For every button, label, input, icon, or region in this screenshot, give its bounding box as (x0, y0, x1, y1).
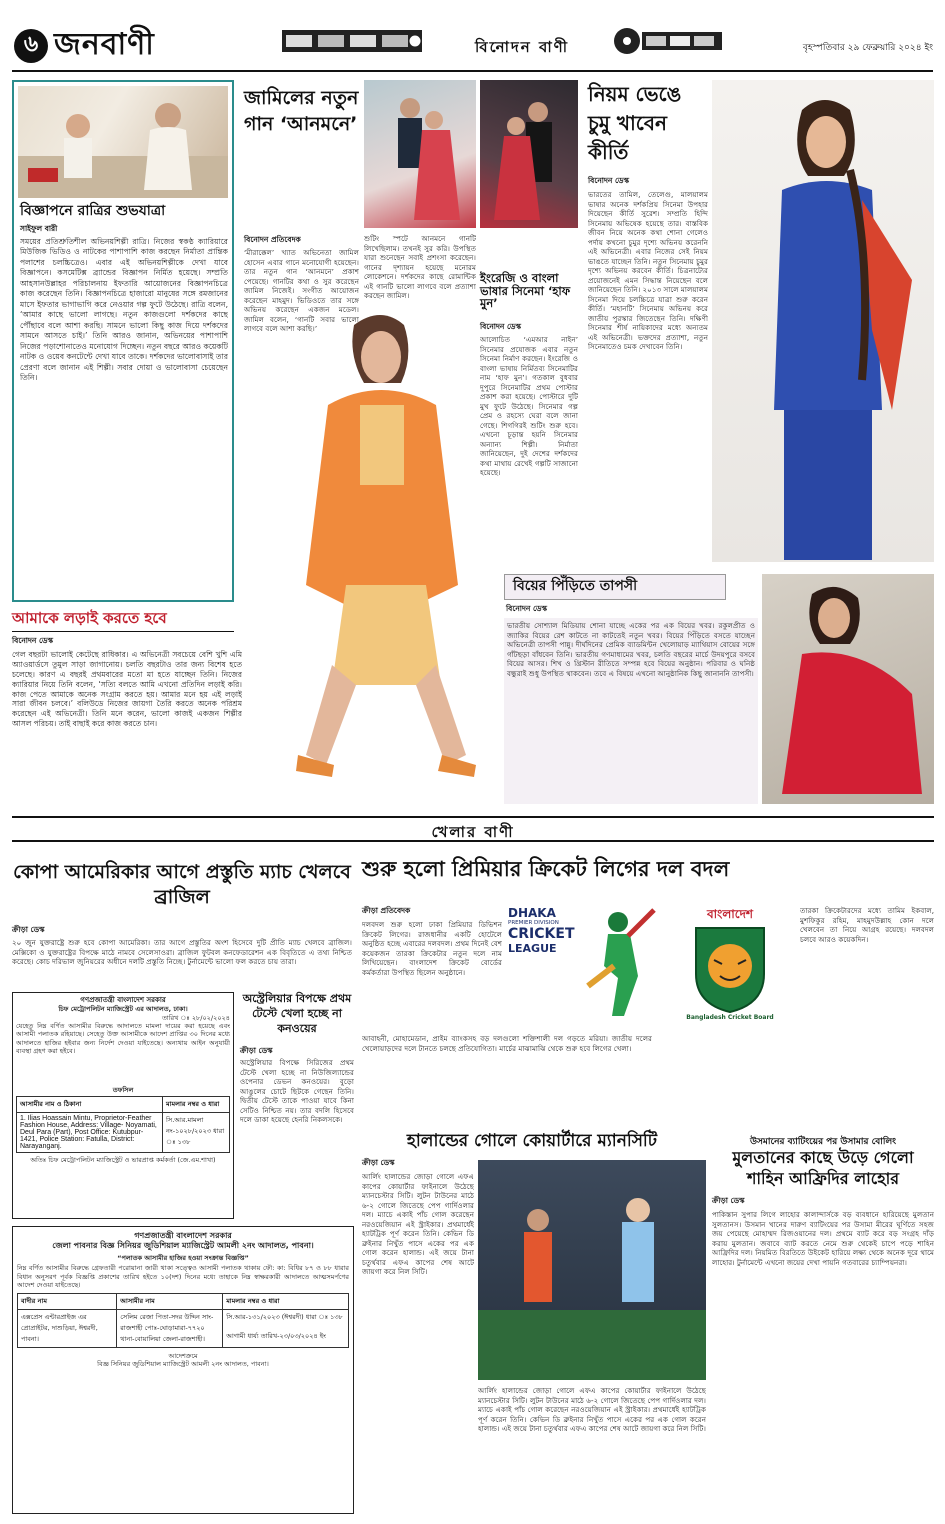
cricket-body-1: দলবদল শুরু হলো ঢাকা প্রিমিয়ার ডিভিশন ক্রিকেট লিগের। রাজধানীর একটি হোটেলে অনুষ্ঠিত হচ্ছে এবারের দলবদল। প্রথম দিনেই বেশ কয়েকজন তারকা ক্রিকেটার নতুন দলে নাম লিখিয়েছেন। বাংলাদেশ ক্রিকেট বোর্ডের কর্মকর্তারা উপস্থিত ছিলেন অনুষ্ঠানে। (362, 920, 502, 977)
sports-banner (12, 816, 934, 842)
ratri-body: সময়ের প্রতিশ্রুতিশীল অভিনয়শিল্পী রাত্রি। নিজের স্বকণ্ঠ ক্যারিয়ারে মিউজিক ভিডিও ও নাটকের পাশাপাশি কাজ করছেন নির্মাতা প্রান্তিক পলাশের চলচ্চিত্রেও। এবার এই অভিনয়শিল্পীকে দেখা যাবে বিজ্ঞাপনে। কসমেটিক্স ব্র্যান্ডের বিজ্ঞাপন নির্মিত হয়েছে। সম্প্রতি আহসানউল্লাহর পরিচালনায় ইফতারি আয়োজনের বিজ্ঞাপনচিত্রে কাজ করেছেন তিনি। বিজ্ঞাপনচিত্রে হাজারো মানুষের সঙ্গে রমজানের মাসে ইফতার ভাগাভাগি করে নেওয়ার গল্প ফুটে উঠেছে। রাত্রি বলেন, ‘আমার কাছে ভালো লাগছে। নতুন কাজগুলো দর্শকদের কাছে পৌঁছাবে বলে আশা করছি। সামনে ভালো কিছু কাজ দিয়ে দর্শকদের সামনে আসতে চাই।’ তিনি আরও জানান, অভিনয়ের পাশাপাশি নিজের পড়াশোনাতেও মনোযোগ দিচ্ছেন। নতুন বছরে আরও কয়েকটি নাটক ও ওয়েব কনটেন্টে দেখা যাবে তাকে। দর্শকদের ভালোবাসাই তার প্রেরণা বলে জানান এই শিল্পী। সবার দোয়া ও ভালোবাসা চেয়েছেন তিনি। (20, 237, 228, 383)
story-taapsee (504, 574, 934, 804)
model-photo (236, 285, 488, 805)
bcb-logo-top: বাংলাদেশ (707, 907, 753, 921)
halfmoon-headline: ইংরেজি ও বাংলা ভাষার সিনেমা ‘হাফ মুন’ (480, 271, 571, 311)
notice2-col3: মামলার নম্বর ও ধারা (223, 1293, 349, 1309)
notice-2 (12, 1226, 354, 1514)
mancity-byline: ক্রীড়া ডেস্ক (362, 1158, 395, 1167)
australia-body: অস্ট্রেলিয়ার বিপক্ষে সিরিজের প্রথম টেস্টে খেলা হচ্ছে না নিউজিল্যান্ডের ওপেনার ডেভন কনওয়ের। বুড়ো আঙুলের চোটে ছিটকে গেছেন তিনি। দ্বিতীয় টেস্টে তাকে পাওয়া যাবে কিনা সেটিও নিশ্চিত নয়। তার বদলি হিসেবে দলে ডাকা হয়েছে হেনরি নিকলসকে। (240, 1058, 354, 1124)
multan-byline: ক্রীড়া ডেস্ক (712, 1196, 745, 1205)
multan-subhead: উসমানের ব্যাটিংয়ের পর উসামার বোলিং (749, 1137, 897, 1147)
film-reel-icon (612, 26, 722, 56)
kirti-headline: নিয়ম ভেঙে চুমু খাবেন কীর্তি (588, 82, 682, 164)
radhika-rule (12, 631, 234, 632)
notice2-col2: আসামীর নাম (117, 1293, 223, 1309)
notice1-case: সি.আর.মামলা নং-১০২৮/২০২৩ ধারা ঃ ১৩৮ (163, 1113, 230, 1153)
mancity-body-2: আর্লিং হালান্ডের জোড়া গোলে এফএ কাপের কোয়ার্টার ফাইনালে উঠেছে ম্যানচেস্টার সিটি। লুটন টাউনের মাঠে ৬-২ গোলে জিতেছে পেপ গার্দিওলার দল। ম্যাচে একাই পাঁচ গোল করেছেন নরওয়েজিয়ান এই স্ট্রাইকার। প্রথমার্ধেই হ্যাটট্রিক পূর্ণ করেন তিনি। কেভিন ডি ব্রুইনার নিখুঁত পাসে একের পর এক গোল করেন হালান্ড। এই জয়ে টানা চতুর্থবার এফএ কাপের শেষ আটে জায়গা করে নিল সিটি। (478, 1386, 706, 1433)
dpl-logo-l2: PREMIER DIVISION (508, 920, 559, 926)
cricket-body-3: তারকা ক্রিকেটারদের মধ্যে তামিম ইকবাল, মুশফিকুর রহিম, মাহমুদউল্লাহ কোন দলে খেলবেন তা নিয়ে আগ্রহ রয়েছে। দলবদল চলবে আরও কয়েকদিন। (800, 906, 934, 944)
kirti-photo (712, 80, 934, 562)
taapsee-headline-box (504, 574, 726, 600)
jamil-photo-2 (480, 80, 578, 228)
taapsee-body: ভারতীয় সোশ্যাল মিডিয়ায় শোনা যাচ্ছে একের পর এক বিয়ের খবর। রকুলপ্রীত ও জ্যাকির বিয়ের রেশ কাটতে না কাটতেই নতুন খবর। বিয়ের পিঁড়িতে বসতে যাচ্ছেন অভিনেত্রী তাপসী পান্নু। দীর্ঘদিনের প্রেমিক ব্যাডমিন্টন খেলোয়াড় ম্যাথিয়াস বোয়ের সঙ্গে গাঁটছড়া বাঁধবেন তিনি। ভারতীয় গণমাধ্যমের খবর, চলতি বছরের মার্চে উদয়পুরে বসবে বিয়ের আসর। শিখ ও খ্রিস্টান রীতিতে সম্পন্ন হবে বিয়ের অনুষ্ঠান। পরিবার ও ঘনিষ্ঠ বন্ধুরাই শুধু উপস্থিত থাকবেন। তবে এ বিষয়ে এখনো আনুষ্ঠানিক কিছু জানাননি তাপসী। (504, 618, 758, 804)
notice1-col2: মামলার নম্বর ও ধারা (163, 1097, 230, 1113)
halfmoon-byline: বিনোদন ডেস্ক (480, 322, 521, 331)
notice2-case-cell (223, 1309, 349, 1347)
issue-date: বৃহস্পতিবার ২৯ ফেব্রুয়ারি ২০২৪ ইং (802, 43, 933, 53)
jamil-body-2: শুটিং স্পটে আনমনে গানটি লিখেছিলাম। তখনই সুর করি। উপস্থিত যারা শুনেছেন সবাই প্রশংসা করেছেন। গানের দৃশ্যায়ন হয়েছে মনোরম লোকেশনে। দর্শকদের কাছে রোমান্টিক এই গানটি ভালো লাগবে বলে প্রত্যাশা করছেন জামিল। (364, 234, 476, 300)
notice1-schedule: তফসিল (112, 1085, 134, 1094)
cricket-byline: ক্রীড়া প্রতিবেদক (362, 906, 411, 915)
notice1-footer: অতিঃ চিফ মেট্রোপলিটন ম্যাজিস্ট্রেট ও ভারপ্রাপ্ত কর্মকর্তা (জে.এম.শাখা) (30, 1156, 216, 1165)
notice2-footer: আদেশক্রমে (168, 1351, 198, 1360)
multan-body: পাকিস্তান সুপার লিগে লাহোর কালান্দার্সকে বড় ব্যবধানে হারিয়েছে মুলতান সুলতানস। উসমান খানের দারুণ ব্যাটিংয়ের পর উসামা মীরের ঘূর্ণিতে সহজ জয় পেয়েছে মোহাম্মদ রিজওয়ানের দল। প্রথমে ব্যাট করে বড় সংগ্রহ দাঁড় করায় মুলতান। জবাবে ব্যাট করতে নেমে শুরু থেকেই চাপে পড়ে শাহিন আফ্রিদির দল। নিয়মিত বিরতিতে উইকেট হারিয়ে লক্ষ্য থেকে অনেক দূরে থামে লাহোর। টুর্নামেন্টে এখনো জয়ের দেখা পায়নি গতবারের চ্যাম্পিয়নরা। (712, 1210, 934, 1267)
bcb-logo (664, 906, 796, 1026)
brazil-headline: কোপা আমেরিকার আগে প্রস্তুতি ম্যাচ খেলবে ব্রাজিল (13, 861, 351, 908)
taapsee-headline: বিয়ের পিঁড়িতে তাপসী (513, 578, 638, 594)
batsman-icon (568, 906, 658, 1026)
mancity-headline: হালান্ডের গোলে কোয়ার্টারে ম্যানসিটি (406, 1131, 658, 1151)
taapsee-byline: বিনোদন ডেস্ক (506, 604, 547, 613)
notice1-accused: 1. Ilias Hoassain Mintu, Proprietor-Feather Fashion House, Address: Village- Noyamati, Deul Para (Part), Post Office: Kutubpur-1421, Police Station: Fatulla, District: Narayanganj. (17, 1113, 163, 1153)
bcb-logo-bottom: Bangladesh Cricket Board (686, 1014, 774, 1021)
notice-1 (12, 992, 234, 1219)
multan-headline: মুলতানের কাছে উড়ে গেলো শাহিন আফ্রিদির লাহোর (732, 1148, 914, 1188)
masthead-rule (12, 70, 933, 72)
notice2-table (17, 1293, 349, 1348)
masthead-logo (14, 20, 155, 71)
dpl-logo-l1: DHAKA (508, 906, 556, 920)
notice1-col1: আসামীর নাম ও ঠিকানা (17, 1097, 163, 1113)
notice2-col1: বাদীর নাম (18, 1293, 117, 1309)
ratri-photo (18, 86, 228, 198)
notice1-title: গণপ্রজাতন্ত্রী বাংলাদেশ সরকার (80, 996, 166, 1004)
logo-digit: ৬ (14, 29, 48, 63)
australia-byline: ক্রীড়া ডেস্ক (240, 1046, 273, 1055)
notice2-plaintiff: এক্সপ্রেস এন্টারপ্রাইজ এর প্রোপ্রাইটর, দাশুড়িয়া, ঈশ্বরদী, পাবনা। (18, 1309, 117, 1347)
tiger-shield-icon (692, 924, 768, 1014)
dpl-logo-l4: LEAGUE (508, 942, 557, 955)
kirti-body: ভারতের তামিল, তেলেগু, মালয়ালম ভাষার অনেক দর্শকপ্রিয় সিনেমা উপহার দিয়েছেন কীর্তি সুরেশ। সম্প্রতি হিন্দি সিনেমায় অভিষেক হয়েছে তার। বাস্তবিক জীবন নিয়ে অনেক কথা শোনা গেলেও পর্দায় কখনো চুমুর দৃশ্যে অভিনয় করেননি এই অভিনেত্রী। এবার নিজের সেই নিয়ম ভাঙতে যাচ্ছেন তিনি। নতুন সিনেমায় চুমুর দৃশ্যে অভিনয় করবেন কীর্তি। চিত্রনাট্যের প্রয়োজনেই এমন সিদ্ধান্ত নিয়েছেন বলে জানিয়েছেন তিনি। ২০১৩ সালে মালয়ালম সিনেমা দিয়ে চলচ্চিত্রে যাত্রা শুরু করেন কীর্তি। ‘মহানটি’ সিনেমায় অভিনয় করে জাতীয় পুরস্কার জিতেছেন তিনি। দক্ষিণী সিনেমার শীর্ষ নায়িকাদের মধ্যে অন্যতম এই অভিনেত্রী। ভক্তদের প্রত্যাশা, নতুন সিনেমাতেও চমক দেখাবেন তিনি। (588, 190, 708, 351)
ratri-byline: সাইফুল বারী (20, 224, 58, 233)
sports-section-title: খেলার বাণী (431, 823, 515, 841)
notice1-ref: তারিখ ঃ ২৮/০২/২০২৪ (161, 1013, 230, 1022)
notice1-table (16, 1096, 230, 1153)
radhika-body: গেল বছরটা ভালোই কেটেছে রাধিকার। এ অভিনেত্রী সবচেয়ে বেশি খুশি এমি অ্যাওয়ার্ডসে তুমুল সাড়া জাগানোয়। চলতি বছরটাও তার জন্য বিশেষ হতে চলেছে। কারণ এ বছরই প্রথমবারের মতো মা হতে যাচ্ছেন তিনি। নিজের ক্যারিয়ার নিয়ে তিনি বলেন, ‘সত্যি বলতে আমি এখনো প্রতিদিন লড়াই করি। কাজ পেতে আমাকে অনেক সংগ্রাম করতে হয়। আমার মনে হয় এই লড়াই সারা জীবন চলবে।’ বলিউডে নিজের জায়গা তৈরি করতে অনেক পরিশ্রম করেছেন এই অভিনেত্রী। তিনি মনে করেন, ভালো কাজই একজন শিল্পীর আসল পরিচয়। তাই বাছাই করে কাজ করতে চান। (12, 650, 242, 729)
halfmoon-body: আলোচিত ‘এমআর নাইন’ সিনেমার প্রযোজক এবার নতুন সিনেমা নির্মাণ করছেন। ইংরেজি ও বাংলা ভাষায় নির্মিতব্য সিনেমাটির নাম ‘হাফ মুন’। গতকাল বুধবার দুপুরে সিনেমাটির প্রথম পোস্টার প্রকাশ করা হয়েছে। পোস্টারে দুটি মুখ ফুটে উঠেছে। সিনেমার গল্প প্রেম ও রহস্যে ঘেরা বলে জানা গেছে। শিগগিরই শুটিং শুরু হবে। এখনো চূড়ান্ত হয়নি সিনেমার অন্যান্য শিল্পী। নির্মাতা জানিয়েছেন, দুই দেশের দর্শকদের কথা মাথায় রেখেই গল্পটি সাজানো হয়েছে। (480, 335, 578, 477)
film-strip-icon (282, 26, 422, 56)
mancity-photo (478, 1160, 706, 1380)
notice1-body: যেহেতু নিম্ন বর্ণিত আসামীর বিরুদ্ধে আদালতে মামলা দায়ের করা হয়েছে এবং আসামী পলাতক রহিয়াছে। সেহেতু উক্ত আসামীকে আদেশ প্রাপ্তির ৩০ দিনের মধ্যে আদালতে হাজির হইবার জন্য নির্দেশ দেওয়া যাইতেছে। অন্যথায় আইন অনুযায়ী ব্যবস্থা গ্রহণ করা হইবে। (16, 1021, 230, 1056)
mancity-body: আর্লিং হালান্ডের জোড়া গোলে এফএ কাপের কোয়ার্টার ফাইনালে উঠেছে ম্যানচেস্টার সিটি। লুটন টাউনের মাঠে ৬-২ গোলে জিতেছে পেপ গার্দিওলার দল। ম্যাচে একাই পাঁচ গোল করেছেন নরওয়েজিয়ান এই স্ট্রাইকার। প্রথমার্ধেই হ্যাটট্রিক পূর্ণ করেন তিনি। কেভিন ডি ব্রুইনার নিখুঁত পাসে একের পর এক গোল করেন হালান্ড। এই জয়ে টানা চতুর্থবার এফএ কাপের শেষ আটে জায়গা করে নিল সিটি। (362, 1172, 474, 1276)
jamil-headline: জামিলের নতুন গান ‘আনমনে’ (244, 87, 359, 135)
notice2-accused: সেলিম রেজা পিতা-সদর উদ্দিন সাং-রাজশাহী পোঃ-ঘোড়ামারা-৭৭২০ থানা-বোয়ালিয়া জেলা-রাজশাহী। (117, 1309, 223, 1347)
notice2-next: আগামী ধার্য্য তারিখ-২৩/০৩/২০২৪ ইং (226, 1331, 326, 1340)
ratri-headline: বিজ্ঞাপনে রাত্রির শুভযাত্রা (20, 203, 166, 219)
notice2-body: নিম্ন বর্ণিত আসামীর বিরুদ্ধে গ্রেফতারী পরোয়ানা জারী থাকা সত্ত্বেও আসামী পলাতক থাকায় ফৌ: কা: বিধির ৮৭ ও ৮৮ ধারার বিধান অনুসরণ পূর্বক বিজ্ঞপ্তি প্রকাশের তারিখ হইতে ১০(দশ) দিনের মধ্যে তাহাকে নিম্ন স্বাক্ষরকারী আদালতে আত্মসমর্পণের আদেশ দেওয়া যাইতেছে। (17, 1264, 349, 1290)
section-name: বিনোদন বাণী (474, 38, 570, 56)
brazil-byline: ক্রীড়া ডেস্ক (12, 925, 45, 934)
logo-text: জনবাণী (54, 27, 155, 62)
jamil-byline: বিনোদন প্রতিবেদক (244, 235, 301, 244)
notice2-footer-2: বিজ্ঞ সিনিয়র জুডিশিয়াল ম্যাজিস্ট্রেট আমলী ২নং আদালত, পাবনা। (97, 1359, 269, 1368)
radhika-byline: বিনোদন ডেস্ক (12, 636, 53, 645)
brazil-body: ২০ জুন যুক্তরাষ্ট্রে শুরু হবে কোপা আমেরিকা। তার আগে প্রস্তুতির অংশ হিসেবে দুটি প্রীতি ম্যাচ খেলবে ব্রাজিল। মেক্সিকো ও যুক্তরাষ্ট্রের বিপক্ষে মাঠে নামবে সেলেসাওরা। ব্রাজিল ফুটবল কনফেডারেশন এক বিবৃতিতে এ তথ্য নিশ্চিত করেছে। কোচ দরিভাল জুনিয়রের অধীনে দলটি প্রস্তুতি নিচ্ছে। টুর্নামেন্টে ভালো ফল করতে চায় তারা। (12, 938, 352, 966)
radhika-headline: আমাকে লড়াই করতে হবে (12, 609, 167, 627)
australia-headline: অস্ট্রেলিয়ার বিপক্ষে প্রথম টেস্টে খেলা হচ্ছে না কনওয়ের (242, 992, 352, 1035)
masthead (12, 10, 933, 72)
notice1-court: চিফ মেট্রোপলিটন ম্যাজিস্ট্রেট এর আদালত, ঢাকা। (58, 1005, 188, 1014)
jamil-photo-1 (364, 80, 476, 228)
notice2-court: জেলা পাবনার বিজ্ঞ সিনিয়র জুডিশিয়াল ম্যাজিস্ট্রেট আমলী ২নং আদালত, পাবনা। (52, 1241, 314, 1251)
cricket-body-2: আবাহনী, মোহামেডান, প্রাইম ব্যাংকসহ বড় দলগুলো শক্তিশালী দল গড়তে মরিয়া। জাতীয় দলের খেলোয়াড়দের দলে টানতে চলছে প্রতিযোগিতা। মার্চের মাঝামাঝি থেকে শুরু হবে লিগের খেলা। (362, 1034, 652, 1053)
dpl-logo (508, 906, 658, 1026)
notice2-case: সি.আর-১৩১/২০২৩ (ঈশ্বরদী) ধারা ঃ ১৩৮ (226, 1312, 343, 1321)
notice2-sub: “পলাতক আসামীর হাজির হওয়া সংক্রান্ত বিজ্ঞপ্তি” (117, 1253, 249, 1262)
dpl-logo-l3: CRICKET (508, 926, 575, 942)
notice2-title: গণপ্রজাতন্ত্রী বাংলাদেশ সরকার (134, 1231, 232, 1240)
taapsee-photo (762, 574, 934, 804)
cricket-headline: শুরু হলো প্রিমিয়ার ক্রিকেট লিগের দল বদল (362, 857, 730, 881)
jamil-body-1: ‘মীরাক্কেল’ খ্যাত অভিনেতা জামিল হোসেন এবার গানে মনোযোগী হয়েছেন। তার নতুন গান ‘আনমনে’ প্রকাশ পেয়েছে। গানটির কথা ও সুর করেছেন জামিল নিজেই। সংগীত আয়োজন করেছেন মাহমুদ। ভিডিওতে তার সঙ্গে অভিনয় করেছেন একজন মডেল। জামিল বলেন, ‘গানটি সবার ভালো লাগবে বলে আশা করছি।’ (244, 248, 359, 333)
kirti-byline: বিনোদন ডেস্ক (588, 176, 629, 185)
story-ratri (12, 80, 234, 602)
